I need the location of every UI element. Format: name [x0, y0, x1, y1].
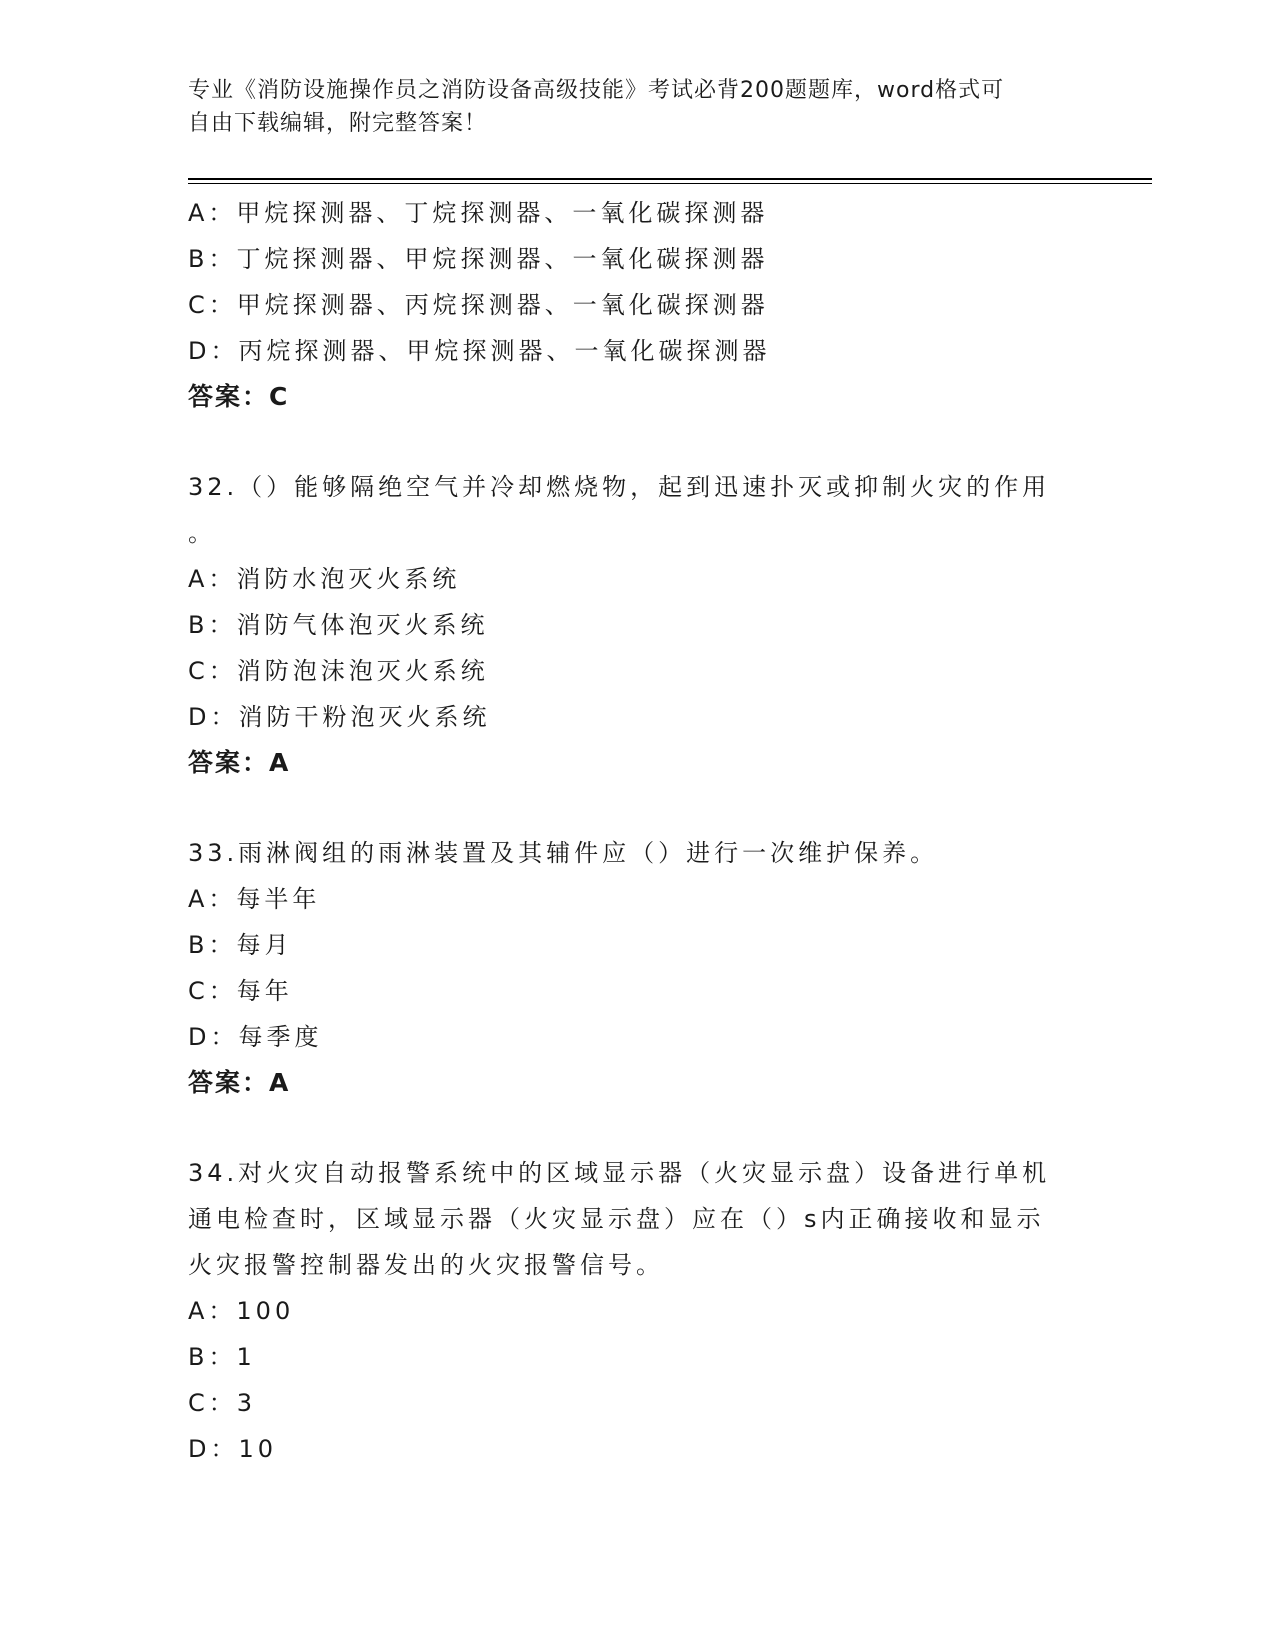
question-stem-line: 。 [188, 519, 216, 547]
option-b: B：每月 [188, 931, 293, 959]
answer-line: 答案：A [188, 748, 291, 777]
question-stem-line: 32.（）能够隔绝空气并冷却燃烧物，起到迅速扑灭或抑制火灾的作用 [188, 473, 1051, 501]
option-d: D：10 [188, 1435, 278, 1463]
option-d: D：消防干粉泡灭火系统 [188, 703, 491, 731]
question-stem-line: 33.雨淋阀组的雨淋装置及其辅件应（）进行一次维护保养。 [188, 839, 939, 867]
header-divider-thin [188, 183, 1152, 184]
question-stem-line: 34.对火灾自动报警系统中的区域显示器（火灾显示盘）设备进行单机 [188, 1159, 1051, 1187]
option-a: A：消防水泡灭火系统 [188, 565, 461, 593]
spacer [188, 1106, 1088, 1150]
question-34 [188, 1150, 1088, 1472]
option-d: D：丙烷探测器、甲烷探测器、一氧化碳探测器 [188, 337, 771, 365]
header-line-1: 专业《消防设施操作员之消防设备高级技能》考试必背200题题库，word格式可 [188, 78, 1005, 103]
spacer [188, 420, 1088, 464]
option-b: B：1 [188, 1343, 256, 1371]
header-line-2: 自由下载编辑，附完整答案！ [188, 111, 488, 136]
option-a: A：甲烷探测器、丁烷探测器、一氧化碳探测器 [188, 199, 769, 227]
answer-line: 答案：C [188, 382, 290, 411]
question-list [188, 190, 1088, 1472]
option-a: A：100 [188, 1297, 295, 1325]
option-c: C：每年 [188, 977, 293, 1005]
option-c: C：3 [188, 1389, 257, 1417]
question-stem-line: 火灾报警控制器发出的火灾报警信号。 [188, 1251, 664, 1279]
option-b: B：消防气体泡灭火系统 [188, 611, 489, 639]
option-a: A：每半年 [188, 885, 321, 913]
question-31 [188, 190, 1088, 420]
option-c: C：甲烷探测器、丙烷探测器、一氧化碳探测器 [188, 291, 769, 319]
spacer [188, 786, 1088, 830]
document-header [188, 74, 1068, 140]
answer-line: 答案：A [188, 1068, 291, 1097]
question-stem-line: 通电检查时，区域显示器（火灾显示盘）应在（）s内正确接收和显示 [188, 1205, 1045, 1233]
option-c: C：消防泡沫泡灭火系统 [188, 657, 489, 685]
question-32 [188, 464, 1088, 786]
question-33 [188, 830, 1088, 1106]
option-b: B：丁烷探测器、甲烷探测器、一氧化碳探测器 [188, 245, 769, 273]
header-divider-thick [188, 178, 1152, 180]
option-d: D：每季度 [188, 1023, 323, 1051]
